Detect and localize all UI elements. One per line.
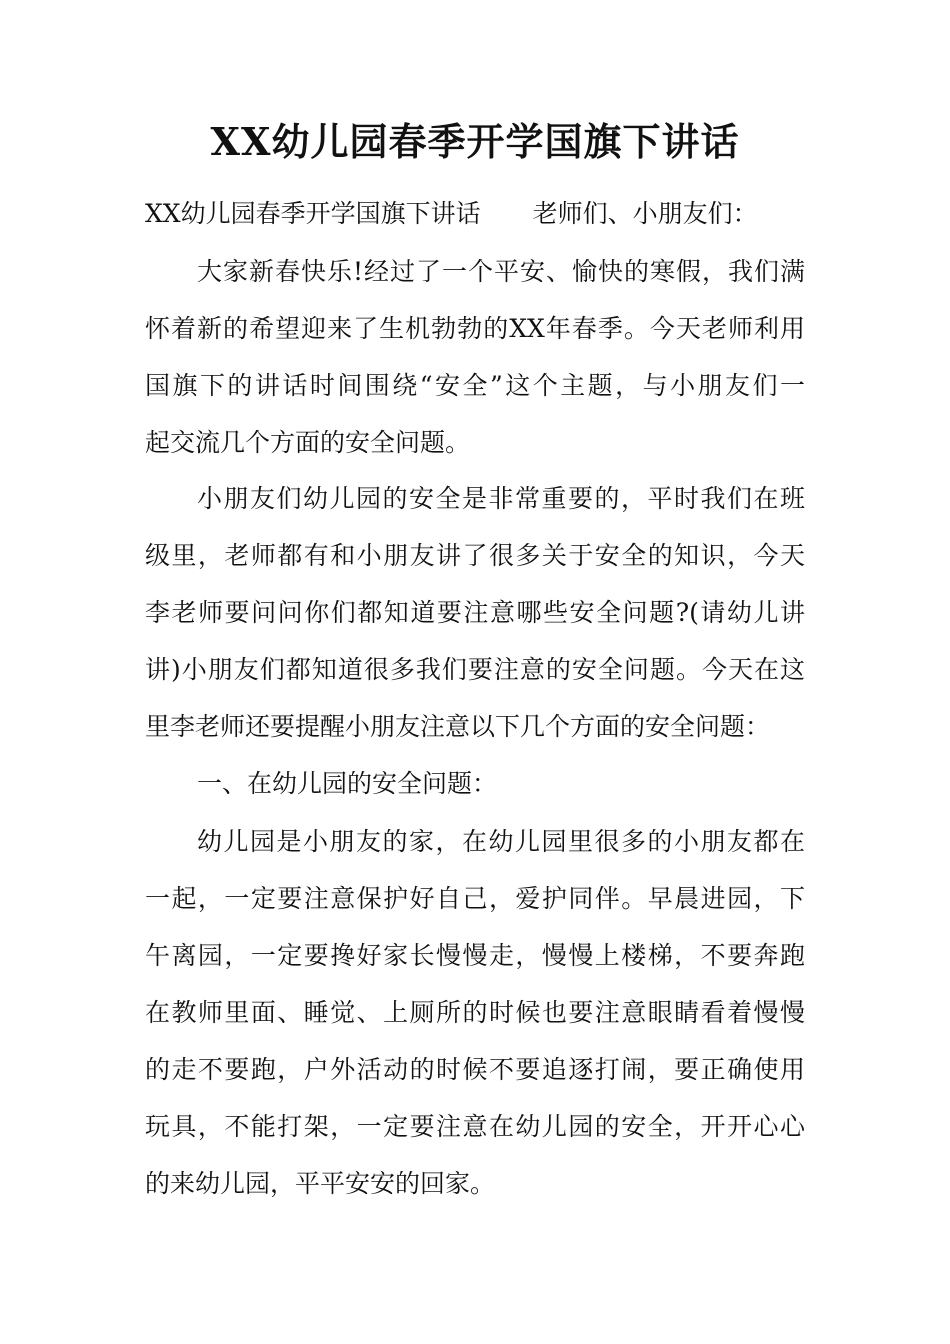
paragraph-4-line-4: 在教师里面、睡觉、上厕所的时候也要注意眼睛看着慢慢 bbox=[145, 998, 805, 1027]
paragraph-4-line-5: 的走不要跑，户外活动的时候不要追逐打闹，要正确使用 bbox=[145, 1055, 805, 1084]
salutation: 老师们、小朋友们： bbox=[532, 199, 758, 228]
paragraph-4-line-7: 的来幼儿园，平平安安的回家。 bbox=[145, 1169, 496, 1198]
paragraph-2-line-3: 李老师要问问你们都知道要注意哪些安全问题?(请幼儿讲 bbox=[145, 598, 805, 627]
paragraph-4-line-3: 午离园，一定要搀好家长慢慢走，慢慢上楼梯，不要奔跑 bbox=[145, 941, 805, 970]
paragraph-1-line-3: 国旗下的讲话时间围绕“安全”这个主题，与小朋友们一 bbox=[145, 371, 805, 400]
paragraph-2-line-2: 级里，老师都有和小朋友讲了很多关于安全的知识，今天 bbox=[145, 541, 805, 570]
paragraph-1-line-4: 起交流几个方面的安全问题。 bbox=[145, 428, 471, 457]
intro-line bbox=[145, 196, 805, 232]
paragraph-2-line-5: 里李老师还要提醒小朋友注意以下几个方面的安全问题： bbox=[145, 712, 771, 741]
intro-subtitle: XX幼儿园春季开学国旗下讲话 bbox=[145, 199, 481, 228]
paragraph-4-line-2: 一起，一定要注意保护好自己，爱护同伴。早晨进园，下 bbox=[145, 884, 805, 913]
paragraph-1-line-1: 大家新春快乐!经过了一个平安、愉快的寒假，我们满 bbox=[197, 257, 805, 286]
section-heading: 一、在幼儿园的安全问题： bbox=[197, 769, 498, 798]
paragraph-4-line-6: 玩具，不能打架，一定要注意在幼儿园的安全，开开心心 bbox=[145, 1112, 805, 1141]
paragraph-2-line-4: 讲)小朋友们都知道很多我们要注意的安全问题。今天在这 bbox=[145, 655, 805, 684]
paragraph-4-line-1: 幼儿园是小朋友的家，在幼儿园里很多的小朋友都在 bbox=[197, 827, 805, 856]
document-title: XX幼儿园春季开学国旗下讲话 bbox=[210, 119, 740, 164]
paragraph-1-line-2: 怀着新的希望迎来了生机勃勃的XX年春季。今天老师利用 bbox=[145, 314, 805, 343]
paragraph-2-line-1: 小朋友们幼儿园的安全是非常重要的，平时我们在班 bbox=[197, 484, 805, 513]
